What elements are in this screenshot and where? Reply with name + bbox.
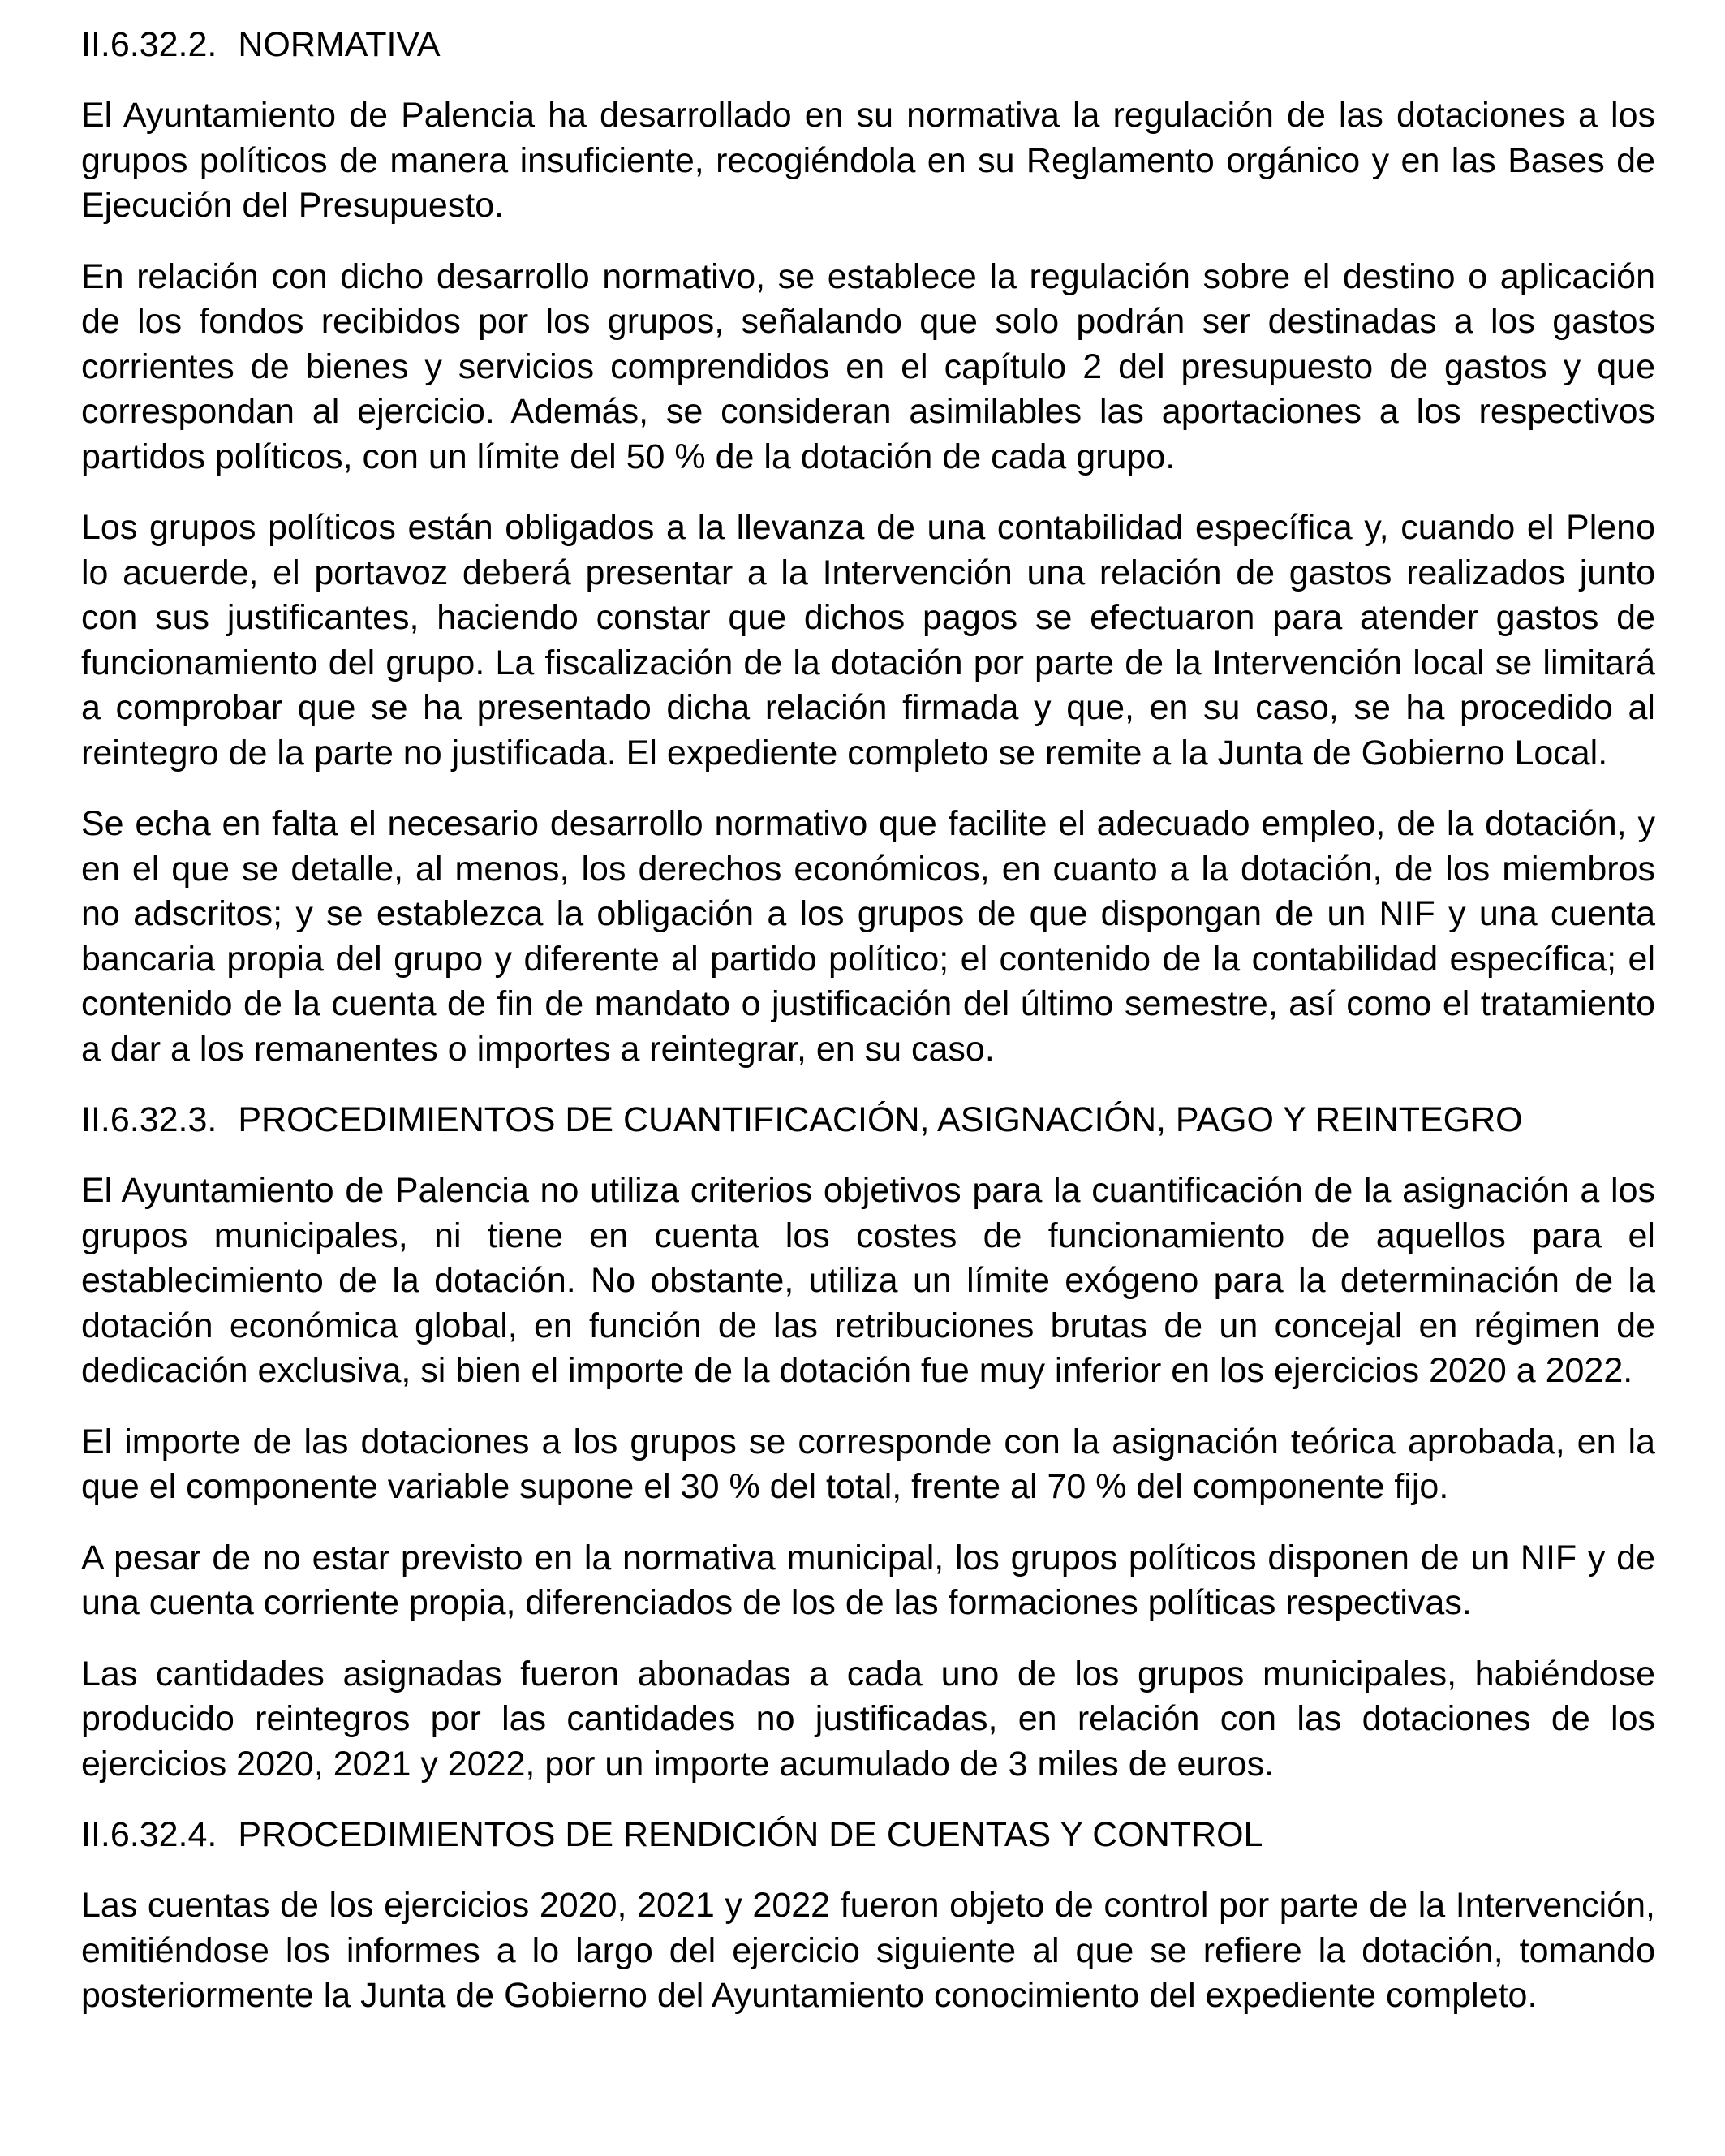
paragraph: En relación con dicho desarrollo normativo, se establece la regulación sobre el destino o aplicación de los fondos recibidos por los grupos, señalando que solo podrán ser destinadas a los gastos corrientes de bienes y servicios comprendidos en el capítulo 2 del presupuesto de gastos y que correspondan al ejercicio. Además, se consideran asimilables las aportaciones a los respectivos partidos políticos, con un límite del 50 % de la dotación de cada grupo. — [81, 256, 1655, 476]
section-number: II.6.32.3. — [81, 1100, 217, 1139]
paragraph: Se echa en falta el necesario desarrollo normativo que facilite el adecuado empleo, de la dotación, y en el que se detalle, al menos, los derechos económicos, en cuanto a la dotación, de los miembros no adscritos; y se establezca la obligación a los grupos de que dispongan de un NIF y una cuenta bancaria propia del grupo y diferente al partido político; el contenido de la contabilidad específica; el contenido de la cuenta de fin de mandato o justificación del último semestre, así como el tratamiento a dar a los remanentes o importes a reintegrar, en su caso. — [81, 804, 1655, 1069]
section-heading-rendicion-cuentas — [81, 1813, 1655, 1857]
paragraph: El importe de las dotaciones a los grupos se corresponde con la asignación teórica aprobada, en la que el componente variable supone el 30 % del total, frente al 70 % del componente fijo. — [81, 1422, 1655, 1506]
section-number: II.6.32.4. — [81, 1815, 217, 1854]
paragraph: A pesar de no estar previsto en la normativa municipal, los grupos políticos disponen de un NIF y de una cuenta corriente propia, diferenciados de los de las formaciones políticas respectivas. — [81, 1538, 1655, 1622]
paragraph: El Ayuntamiento de Palencia no utiliza criterios objetivos para la cuantificación de la asignación a los grupos municipales, ni tiene en cuenta los costes de funcionamiento de aquellos para el establecimiento de la dotación. No obstante, utiliza un límite exógeno para la determinación de la dotación económica global, en función de las retribuciones brutas de un concejal en régimen de dedicación exclusiva, si bien el importe de la dotación fue muy inferior en los ejercicios 2020 a 2022. — [81, 1171, 1655, 1390]
paragraph: Las cantidades asignadas fueron abonadas a cada uno de los grupos municipales, habiéndose producido reintegros por las cantidades no justificadas, en relación con las dotaciones de los ejercicios 2020, 2021 y 2022, por un importe acumulado de 3 miles de euros. — [81, 1654, 1655, 1784]
section-heading-normativa — [81, 23, 1655, 67]
document-page — [81, 23, 1655, 2045]
section-title: PROCEDIMIENTOS DE RENDICIÓN DE CUENTAS Y CONTROL — [238, 1815, 1263, 1854]
paragraph: Las cuentas de los ejercicios 2020, 2021 y 2022 fueron objeto de control por parte de la Intervención, emitiéndose los informes a lo largo del ejercicio siguiente al que se refiere la dotación, tomando posteriormente la Junta de Gobierno del Ayuntamiento conocimiento del expediente completo. — [81, 1886, 1655, 2015]
paragraph: El Ayuntamiento de Palencia ha desarrollado en su normativa la regulación de las dotaciones a los grupos políticos de manera insuficiente, recogiéndola en su Reglamento orgánico y en las Bases de Ejecución del Presupuesto. — [81, 96, 1655, 225]
section-title: NORMATIVA — [238, 25, 441, 64]
section-title: PROCEDIMIENTOS DE CUANTIFICACIÓN, ASIGNACIÓN, PAGO Y REINTEGRO — [238, 1100, 1523, 1139]
section-heading-procedimientos-cuantificacion — [81, 1098, 1655, 1143]
section-number: II.6.32.2. — [81, 25, 217, 64]
paragraph: Los grupos políticos están obligados a la llevanza de una contabilidad específica y, cuando el Pleno lo acuerde, el portavoz deberá presentar a la Intervención una relación de gastos realizados junto con sus justificantes, haciendo constar que dichos pagos se efectuaron para atender gastos de funcionamiento del grupo. La fiscalización de la dotación por parte de la Intervención local se limitará a comprobar que se ha presentado dicha relación firmada y que, en su caso, se ha procedido al reintegro de la parte no justificada. El expediente completo se remite a la Junta de Gobierno Local. — [81, 508, 1655, 772]
